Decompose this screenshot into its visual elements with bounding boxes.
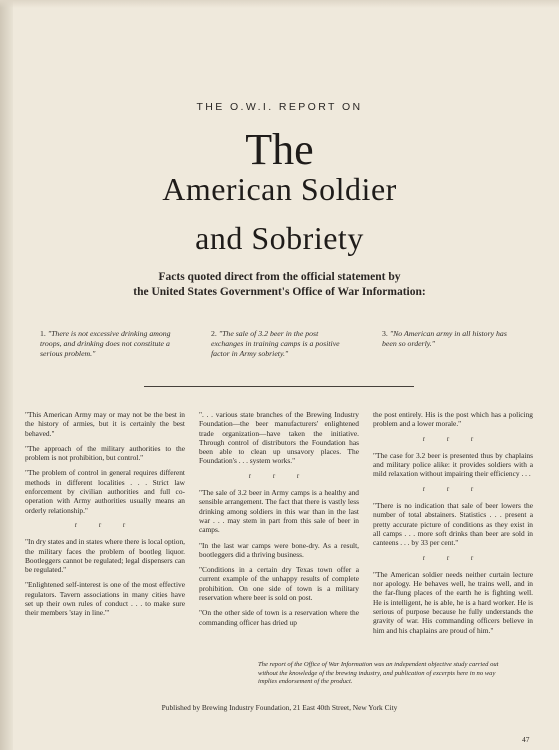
section-divider <box>144 386 414 387</box>
fact-3-text: "No American army in all history has been so orderly." <box>382 329 507 349</box>
fact-3-number: 3. <box>382 329 388 338</box>
ornament-divider: r r r <box>422 553 484 562</box>
column-3-paragraph: "There is no indication that sale of beer lowers the number of total abstainers. Statistics . . . present a pretty accurate picture of conditions as they exist in all camps . . . more soft drinks than beer are sold in canteens . . . by 33 per cent." <box>373 501 533 548</box>
column-2 <box>199 410 359 633</box>
column-3-paragraph: the post entirely. His is the post which has a policing problem and a lower morale." <box>373 410 533 429</box>
column-2-paragraph: "The sale of 3.2 beer in Army camps is a healthy and sensible arrangement. The fact that there is vastly less drinking among soldiers in this war than in the last war . . . may stem in part from this sale of beer in camps. <box>199 488 359 535</box>
fact-1-number: 1. <box>40 329 46 338</box>
ornament-divider: r r r <box>248 471 310 480</box>
column-1-paragraph: "In dry states and in states where there is local option, the military faces the problem of bootleg liquor. Bootleggers cannot be regulated; legal dispensers can be regulated." <box>25 537 185 575</box>
subtitle-line-2: the United States Government's Office of War Information: <box>133 286 426 298</box>
fact-2-text: "The sale of 3.2 beer in the post exchanges in training camps is a positive factor in Army sobriety." <box>211 329 340 359</box>
fact-1 <box>40 329 180 360</box>
column-2-paragraph: "In the last war camps were bone-dry. As a result, bootleggers did a thriving business. <box>199 540 359 559</box>
report-kicker: THE O.W.I. REPORT ON <box>196 101 363 113</box>
column-1-paragraph: "The problem of control in general requires different methods in different localities . . . Strict law enforcement by civilian authorities and full co-operation with Army authorities usually means an orderly relationship." <box>25 468 185 515</box>
ornament-divider: r r r <box>74 520 136 529</box>
column-3-paragraph: "The case for 3.2 beer is presented thus by chaplains and military police alike: it provides soldiers with a mild relaxation without impairing their efficiency . . . <box>373 450 533 479</box>
subtitle <box>0 270 559 300</box>
fact-2 <box>211 329 351 360</box>
disclaimer-footnote: The report of the Office of War Information was an independent objective study carried out without the knowledge of the brewing industry, and publication of excerpts here in no way implies endorsement of the product. <box>258 661 499 686</box>
ornament-divider: r r r <box>422 484 484 493</box>
column-2-paragraph: "On the other side of town is a reservation where the commanding officer has dried up <box>199 608 359 627</box>
column-1-paragraph: "Enlightened self-interest is one of the most effective regulators. Tavern associations in many cities have set up their own rules of conduct . . . to make sure their members 'stay in line.'" <box>25 580 185 618</box>
column-1-paragraph: "The approach of the military authorities to the problem is not prohibition, but control." <box>25 443 185 463</box>
title-line-3: and Sobriety <box>195 220 364 256</box>
column-3 <box>373 410 533 641</box>
column-2-paragraph: ". . . various state branches of the Brewing Industry Foundation—the beer manufacturers' enlightened trade organization—have taken the initiative. Through control of distributors the Foundation has been able to clean up unsavory places. The Foundation's . . . system works." <box>199 410 359 466</box>
column-1 <box>25 410 185 624</box>
page-number: 47 <box>522 735 530 744</box>
column-2-paragraph: "Conditions in a certain dry Texas town offer a current example of the unhappy results of complete prohibition. On one side of town is a military reservation where beer is sold on post. <box>199 565 359 603</box>
column-3-paragraph: "The American soldier needs neither curtain lecture nor apology. He behaves well, he trains well, and in the far-flung places of the earth he is fighting well. He is intelligent, he is able, he is a hard worker. He is serious of purpose because he fully understands the gravity of war. His commanding officers believe in him and his chaplains are proud of him." <box>373 569 533 635</box>
ornament-divider: r r r <box>422 434 484 443</box>
title-line-1: The <box>245 125 314 174</box>
column-1-paragraph: "This American Army may or may not be the best in the history of armies, but it is certainly the best behaved." <box>25 410 185 438</box>
page-top-shadow <box>0 0 559 8</box>
publisher-line: Published by Brewing Industry Foundation, 21 East 40th Street, New York City <box>161 703 398 712</box>
fact-1-text: "There is not excessive drinking among troops, and drinking does not constitute a serious problem." <box>40 329 171 359</box>
fact-2-number: 2. <box>211 329 217 338</box>
title-line-2: American Soldier <box>162 171 397 207</box>
fact-3 <box>382 329 522 349</box>
subtitle-line-1: Facts quoted direct from the official statement by <box>158 271 401 283</box>
